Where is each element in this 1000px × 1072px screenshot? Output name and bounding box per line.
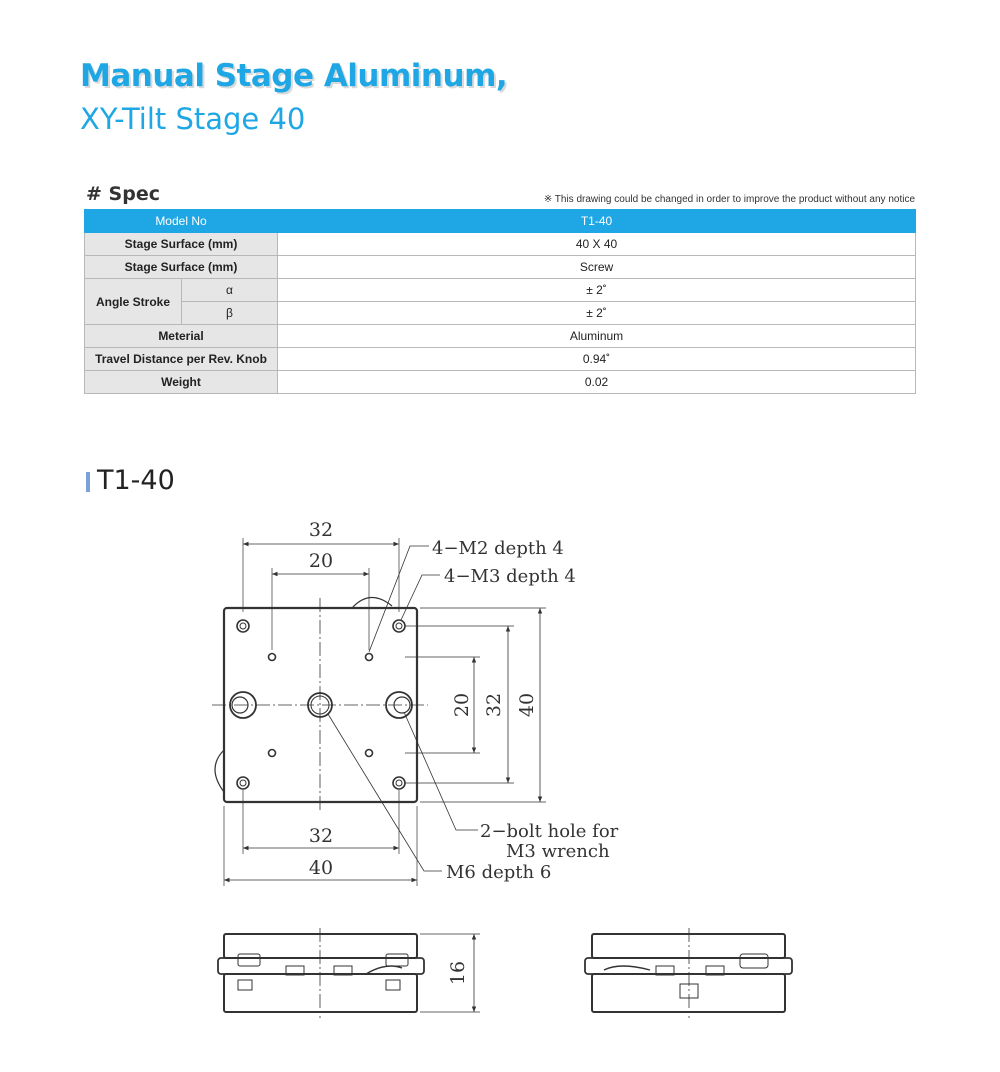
title-accent-bar xyxy=(86,472,90,492)
dim-top-inner: 20 xyxy=(308,550,334,572)
spec-row xyxy=(85,302,916,325)
spec-header-row xyxy=(85,210,916,233)
dim-right-outer: 40 xyxy=(516,692,538,718)
callout-m3: 4−M3 depth 4 xyxy=(444,566,576,587)
spec-row-value: ± 2˚ xyxy=(278,279,916,302)
spec-row-label: Travel Distance per Rev. Knob xyxy=(85,348,278,371)
dim-right-mid: 32 xyxy=(483,692,505,718)
spec-header-value: T1-40 xyxy=(278,210,916,233)
spec-row-value: Screw xyxy=(278,256,916,279)
page-title: Manual Stage Aluminum, xyxy=(80,58,508,94)
spec-row-value: 0.02 xyxy=(278,371,916,394)
callout-bolt-line2: M3 wrench xyxy=(506,841,610,862)
technical-drawing xyxy=(0,500,1000,1030)
page-subtitle: XY-Tilt Stage 40 xyxy=(80,102,306,136)
spec-row-label: Weight xyxy=(85,371,278,394)
spec-row-sublabel: α xyxy=(182,279,278,302)
drawing-title-text: T1-40 xyxy=(97,465,175,496)
spec-row-value: ± 2˚ xyxy=(278,302,916,325)
side-view-front xyxy=(218,928,480,1018)
spec-row xyxy=(85,371,916,394)
spec-row-label: Stage Surface (mm) xyxy=(85,256,278,279)
spec-row xyxy=(85,279,916,302)
spec-row-value: 0.94˚ xyxy=(278,348,916,371)
dim-right-inner: 20 xyxy=(451,692,473,718)
spec-row-value: 40 X 40 xyxy=(278,233,916,256)
dim-side-height: 16 xyxy=(447,960,469,986)
callout-m2: 4−M2 depth 4 xyxy=(432,538,564,559)
side-view-side xyxy=(585,928,792,1018)
drawing-title xyxy=(97,465,175,496)
dim-bottom-inner: 32 xyxy=(308,825,334,847)
dim-top-outer: 32 xyxy=(308,519,334,541)
dim-bottom-outer: 40 xyxy=(308,857,334,879)
spec-row-label: Angle Stroke xyxy=(85,279,182,325)
spec-row-value: Aluminum xyxy=(278,325,916,348)
spec-notice: ※ This drawing could be changed in order to improve the product without any notice xyxy=(543,194,915,205)
spec-row xyxy=(85,325,916,348)
callout-bolt-line1: 2−bolt hole for xyxy=(480,821,619,842)
spec-row-label: Meterial xyxy=(85,325,278,348)
spec-heading: # Spec xyxy=(86,183,160,205)
spec-row xyxy=(85,256,916,279)
spec-row xyxy=(85,233,916,256)
spec-row-sublabel: β xyxy=(182,302,278,325)
spec-row-label: Stage Surface (mm) xyxy=(85,233,278,256)
spec-row xyxy=(85,348,916,371)
spec-header-label: Model No xyxy=(85,210,278,233)
callout-m6: M6 depth 6 xyxy=(446,862,552,883)
spec-table xyxy=(84,209,916,394)
